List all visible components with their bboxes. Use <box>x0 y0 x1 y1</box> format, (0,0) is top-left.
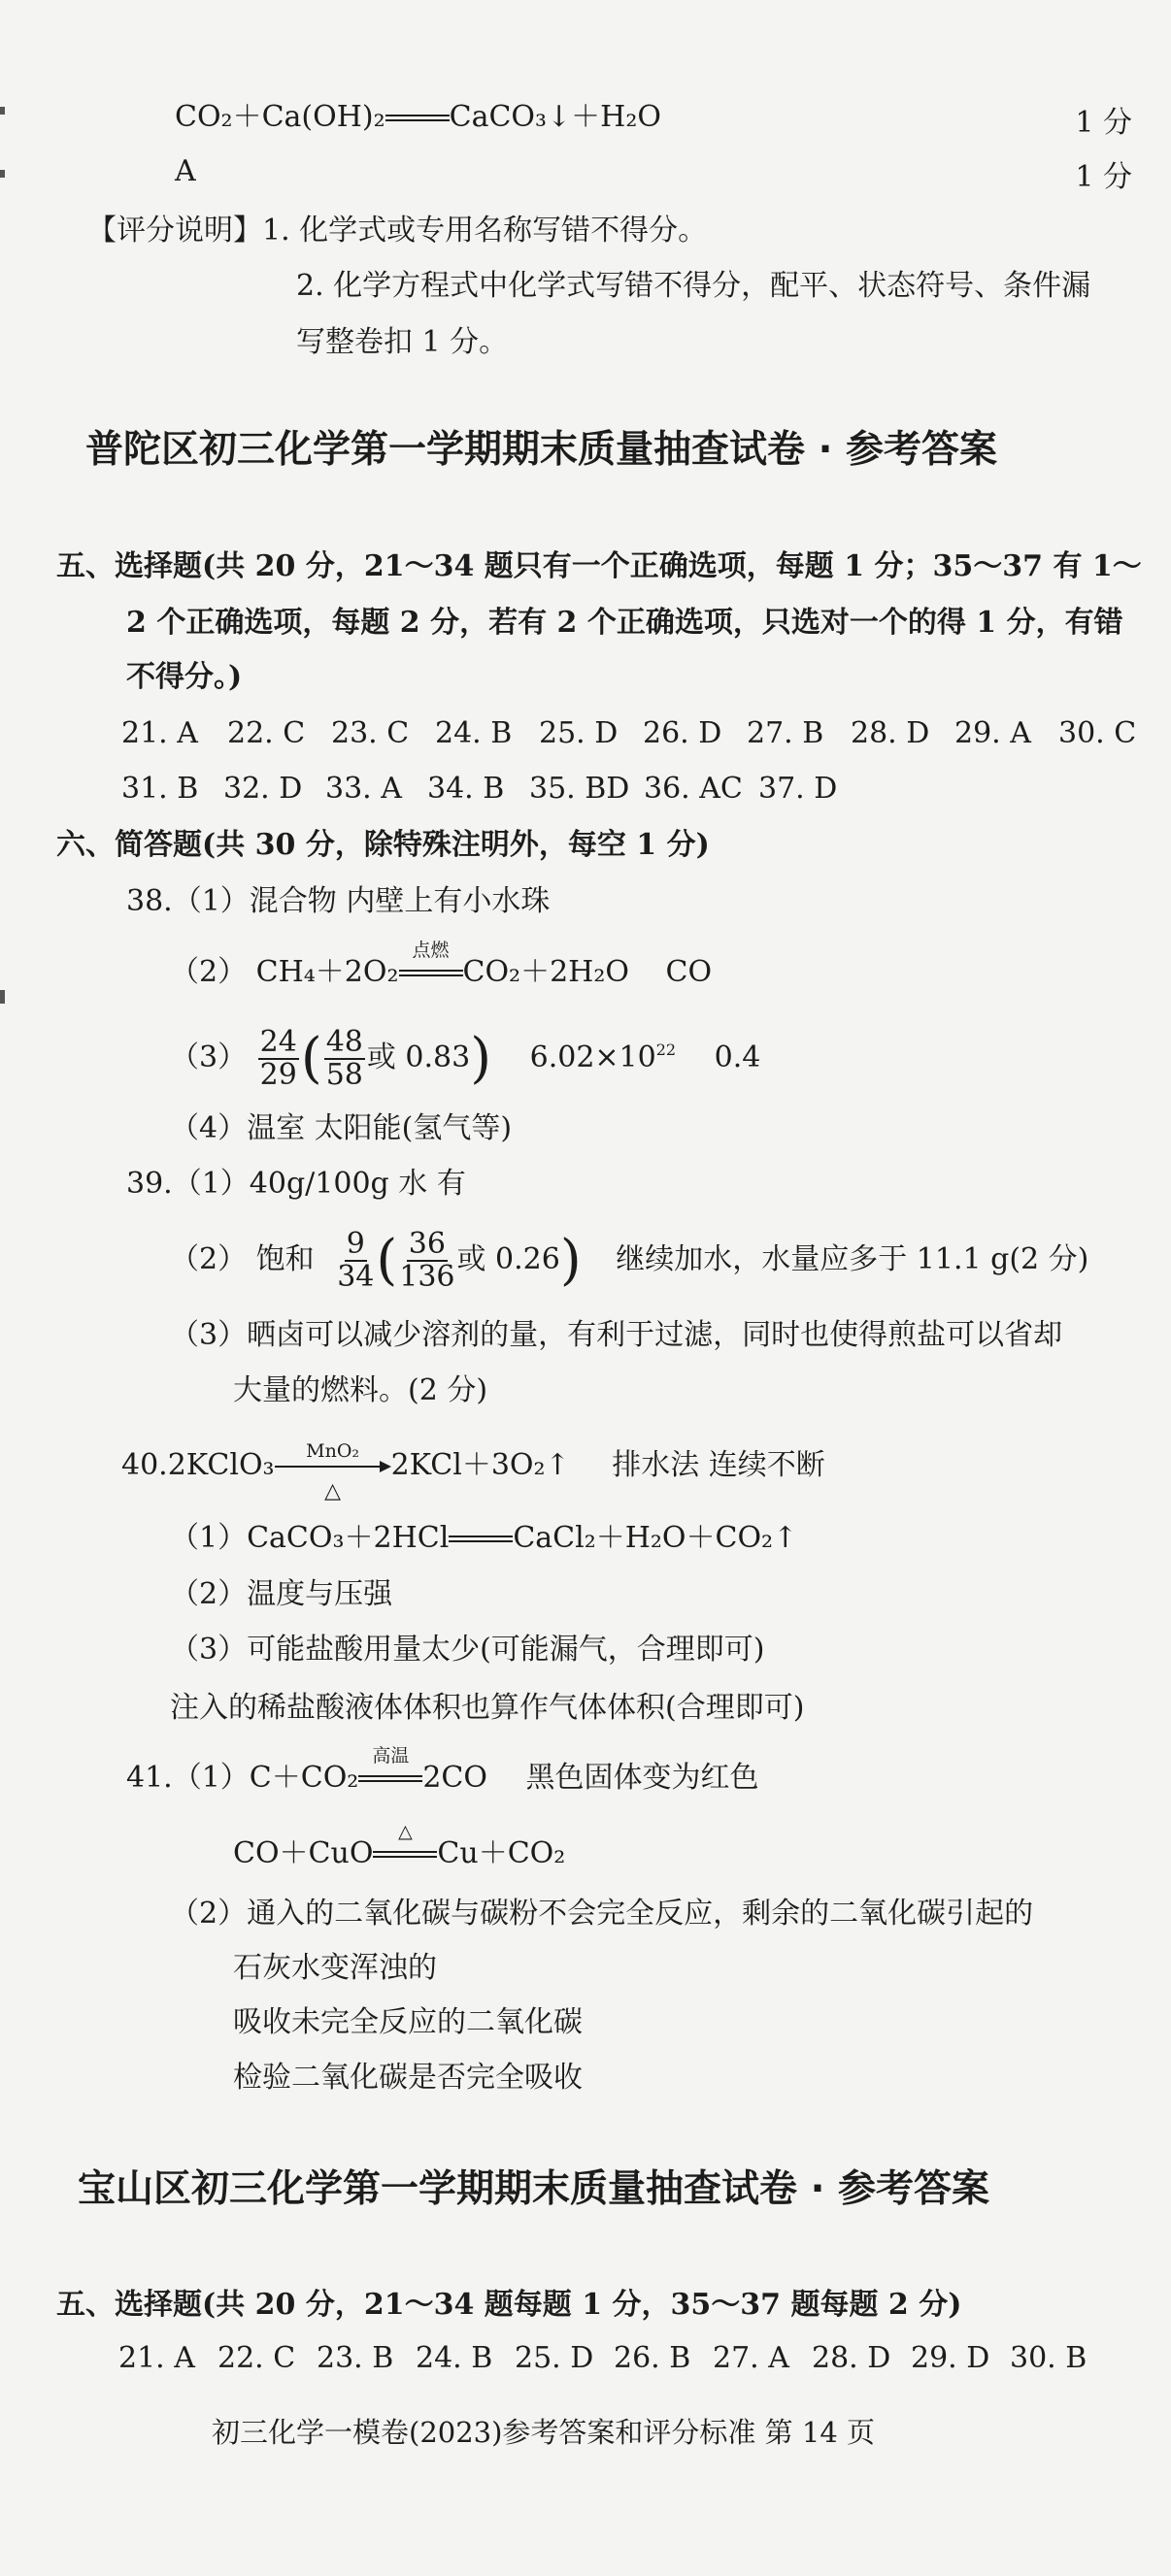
eq-right: CO₂＋2H₂O <box>462 955 629 989</box>
answer-item: 29. A <box>954 716 1031 750</box>
note-label: 【评分说明】 <box>87 214 262 248</box>
section-6-header: 六、简答题(共 30 分，除特殊注明外，每空 1 分) <box>56 828 710 862</box>
answer-item: 22. C <box>217 2341 296 2375</box>
denominator: 29 <box>259 1058 297 1092</box>
q39-3 <box>170 1316 1062 1355</box>
q-answer: 饱和 <box>255 1242 315 1276</box>
q-answer: 晒卤可以减少溶剂的量，有利于过滤，同时也使得煎盐可以省却 <box>247 1318 1063 1352</box>
denominator: 136 <box>399 1260 455 1294</box>
numerator: 36 <box>408 1227 446 1261</box>
eq-left: CO＋CuO <box>233 1836 374 1870</box>
answer-item: 30. B <box>1010 2341 1087 2375</box>
numerator: 9 <box>346 1227 365 1261</box>
answer-item: 32. D <box>223 772 303 806</box>
answer-item: 26. B <box>614 2341 691 2375</box>
answer-item: 22. C <box>227 716 306 750</box>
section-5-header: 五、选择题(共 20 分，21～34 题只有一个正确选项，每题 1 分；35～37 有 1～ <box>56 549 1142 583</box>
q-label: （4） <box>170 1111 248 1145</box>
answer-item: 29. D <box>911 2341 990 2375</box>
q39-2 <box>170 1229 1088 1293</box>
answer-item: 33. A <box>325 772 402 806</box>
score: 1 分 <box>1075 106 1132 140</box>
answer-a: A <box>175 154 196 188</box>
answer-item: 35. BD <box>529 772 630 806</box>
q-answer: 6.02×10 <box>529 1040 656 1074</box>
paren: ( <box>300 1027 322 1090</box>
condition: 高温 <box>372 1745 410 1767</box>
eq-right: CaCO₃↓＋H₂O <box>449 100 661 134</box>
q-answer: 可能盐酸用量太少(可能漏气，合理即可) <box>247 1633 765 1667</box>
q-label: （2） <box>170 955 248 989</box>
q-answer: 0.4 <box>714 1040 761 1074</box>
answer-item: 21. A <box>121 716 198 750</box>
section-heading: 普陀区初三化学第一学期期末质量抽查试卷 · 参考答案 <box>85 428 997 472</box>
score: 1 分 <box>1075 160 1132 194</box>
q38-2 <box>170 940 713 992</box>
q40-3 <box>170 1631 765 1669</box>
numerator: 24 <box>259 1025 297 1059</box>
equation-line <box>175 98 661 137</box>
answer-item: 34. B <box>427 772 505 806</box>
catalyst: MnO₂ <box>306 1440 360 1462</box>
equals-sign <box>358 1745 422 1789</box>
q40-1 <box>170 1519 797 1558</box>
eq-left: CH₄＋2O₂ <box>255 955 399 989</box>
note-1: 1. 化学式或专用名称写错不得分。 <box>262 214 708 248</box>
q-answer: CO <box>665 955 713 989</box>
answer-item: 21. A <box>118 2341 195 2375</box>
eq-right: 2KCl＋3O₂↑ <box>390 1448 570 1482</box>
q-label: 39.（1） <box>126 1167 250 1201</box>
answer-row <box>118 2339 1109 2378</box>
q-answer: 40g/100g 水 有 <box>249 1167 466 1201</box>
answer-item: 28. D <box>851 716 930 750</box>
q-answer: 温室 太阳能(氢气等) <box>247 1111 513 1145</box>
answer-item: 23. B <box>317 2341 394 2375</box>
q40-3-cont: 注入的稀盐酸液体体积也算作气体体积(合理即可) <box>170 1691 805 1725</box>
condition: △ <box>398 1821 413 1842</box>
heat-symbol: △ <box>324 1479 342 1503</box>
exponent: 22 <box>655 1040 677 1059</box>
q-answer: 温度与压强 <box>247 1577 393 1611</box>
answer-row <box>121 770 855 809</box>
q-answer: 排水法 连续不断 <box>612 1448 825 1482</box>
answer-item: 31. B <box>121 772 199 806</box>
equals-sign <box>385 109 450 128</box>
q-answer: 混合物 内壁上有小水珠 <box>249 884 551 918</box>
answer-item: 28. D <box>812 2341 891 2375</box>
denominator: 58 <box>325 1058 363 1092</box>
q41-2-cont: 石灰水变浑浊的 <box>233 1951 437 1985</box>
q-label: （3） <box>170 1040 248 1074</box>
answer-row <box>121 714 1162 753</box>
answer-item: 23. C <box>331 716 410 750</box>
answer-item: 27. A <box>713 2341 789 2375</box>
q39-1 <box>126 1165 466 1204</box>
equals-sign <box>449 1530 513 1549</box>
eq-right: CaCl₂＋H₂O＋CO₂↑ <box>513 1521 798 1555</box>
q40 <box>121 1440 825 1503</box>
q-answer: 通入的二氧化碳与碳粉不会完全反应，剩余的二氧化碳引起的 <box>247 1897 1034 1931</box>
answer-item: 24. B <box>416 2341 493 2375</box>
eq-left: CaCO₃＋2HCl <box>247 1521 450 1555</box>
answer-item: 27. B <box>747 716 824 750</box>
q-label: （2） <box>170 1577 248 1611</box>
equals-sign <box>373 1821 437 1865</box>
eq-right: Cu＋CO₂ <box>437 1836 566 1870</box>
q-label: （2） <box>170 1242 248 1276</box>
section-5-header: 2 个正确选项，每题 2 分，若有 2 个正确选项，只选对一个的得 1 分，有错 <box>126 606 1123 640</box>
q-label: 41.（1） <box>126 1761 250 1795</box>
condition: 点燃 <box>412 940 450 961</box>
binding-mark <box>0 170 5 178</box>
denominator: 34 <box>337 1260 375 1294</box>
q38-4 <box>170 1109 512 1148</box>
fraction <box>337 1229 374 1293</box>
q-answer: 或 0.26 <box>456 1242 560 1276</box>
note-2: 2. 化学方程式中化学式写错不得分，配平、状态符号、条件漏 <box>296 269 1091 303</box>
paren: ( <box>376 1229 398 1292</box>
paren: ) <box>559 1229 582 1292</box>
section-heading: 宝山区初三化学第一学期期末质量抽查试卷 · 参考答案 <box>78 2167 989 2211</box>
answer-item: 24. B <box>435 716 513 750</box>
q-answer: 或 0.83 <box>366 1040 471 1074</box>
section-5-header: 五、选择题(共 20 分，21～34 题每题 1 分，35～37 题每题 2 分) <box>56 2288 962 2322</box>
q-label: （3） <box>170 1318 248 1352</box>
eq-left: 2KClO₃ <box>167 1448 275 1482</box>
q-answer: 继续加水，水量应多于 11.1 g(2 分) <box>616 1242 1089 1276</box>
eq-left: CO₂＋Ca(OH)₂ <box>175 100 385 134</box>
q41-2-cont: 吸收未完全反应的二氧化碳 <box>233 2005 583 2039</box>
fraction <box>324 1027 365 1091</box>
scoring-note <box>87 212 707 250</box>
q-label: 38.（1） <box>126 884 250 918</box>
answer-item: 26. D <box>643 716 722 750</box>
answer-item: 37. D <box>758 772 838 806</box>
equals-sign <box>399 940 463 983</box>
q-answer: 黑色固体变为红色 <box>525 1761 759 1795</box>
fraction <box>399 1229 454 1293</box>
q41-1 <box>126 1745 759 1798</box>
eq-right: 2CO <box>422 1761 487 1795</box>
q41-1-eq2 <box>233 1821 566 1873</box>
q40-2 <box>170 1575 392 1614</box>
q39-3-cont: 大量的燃料。(2 分) <box>233 1373 488 1407</box>
q-label: （1） <box>170 1521 248 1555</box>
q41-2 <box>170 1895 1033 1933</box>
q-label: 40. <box>121 1448 168 1482</box>
answer-item: 25. D <box>515 2341 594 2375</box>
binding-mark <box>0 990 5 1004</box>
page-footer: 初三化学一模卷(2023)参考答案和评分标准 第 14 页 <box>212 2416 875 2449</box>
eq-left: C＋CO₂ <box>249 1761 359 1795</box>
note-2-cont: 写整卷扣 1 分。 <box>296 325 509 359</box>
q-label: （2） <box>170 1897 248 1931</box>
paren: ) <box>470 1027 492 1090</box>
section-5-header: 不得分。) <box>126 660 243 694</box>
answer-item: 30. C <box>1058 716 1137 750</box>
answer-item: 25. D <box>539 716 619 750</box>
reaction-arrow <box>275 1440 391 1503</box>
answer-item: 36. AC <box>644 772 743 806</box>
numerator: 48 <box>325 1025 363 1059</box>
q41-2-cont: 检验二氧化碳是否完全吸收 <box>233 2061 583 2095</box>
binding-mark <box>0 107 5 115</box>
q38-3 <box>170 1019 760 1091</box>
q38-1 <box>126 882 550 921</box>
q-label: （3） <box>170 1633 248 1667</box>
fraction <box>258 1027 299 1091</box>
